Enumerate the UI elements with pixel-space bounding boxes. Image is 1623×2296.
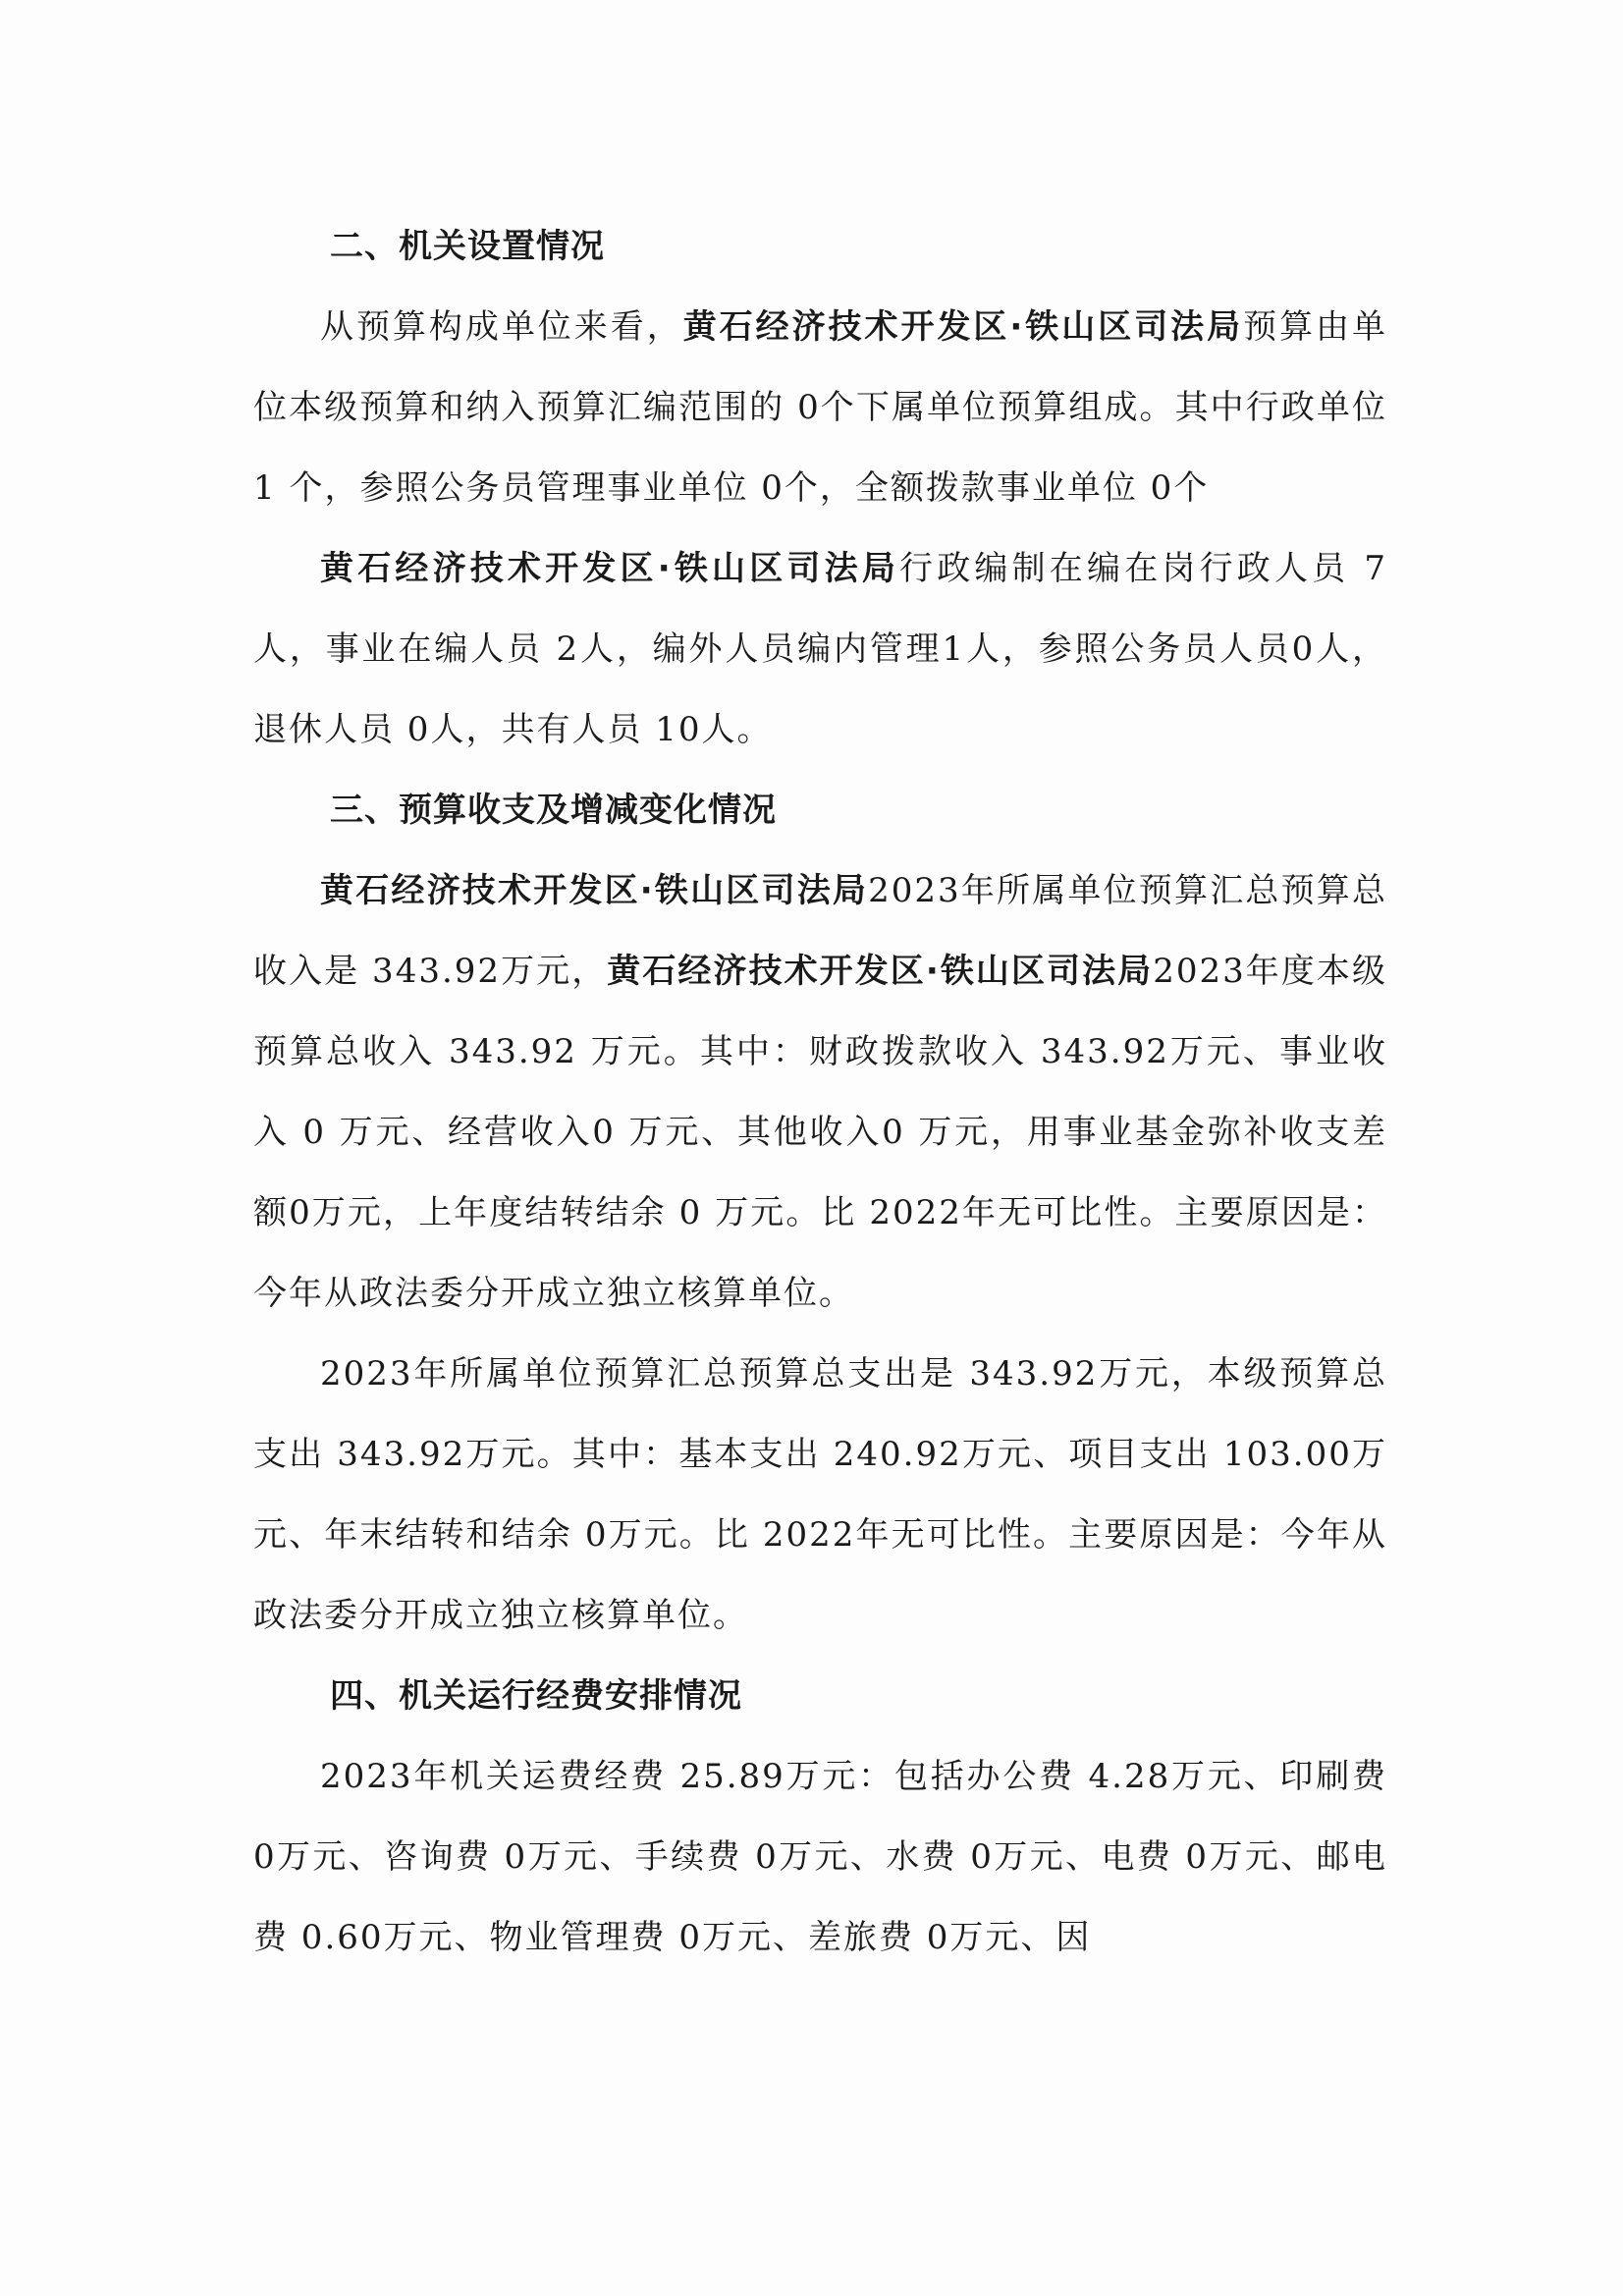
paragraph-text: 预算由单位本级预算和纳入预算汇编范围的 0个下属单位预算组成。其中行政单位1 个，参照公务员管理事业单位 0个，全额拨款事业单位 0个 bbox=[253, 307, 1387, 508]
agency-name: 黄石经济技术开发区·铁山区司法局 bbox=[682, 307, 1244, 347]
paragraph-staffing bbox=[253, 528, 1387, 770]
section-heading-2: 二、机关设置情况 bbox=[330, 227, 605, 266]
paragraph-expenditure: 2023年所属单位预算汇总预算总支出是 343.92万元，本级预算总支出 343.92万元。其中：基本支出 240.92万元、项目支出 103.00万元、年末结转和结余 0万元。比 2022年无可比性。主要原因是：今年从政法委分开成立独立核算单位。 bbox=[253, 1354, 1387, 1635]
section-heading-4: 四、机关运行经费安排情况 bbox=[330, 1676, 742, 1716]
agency-name: 黄石经济技术开发区·铁山区司法局 bbox=[320, 549, 900, 588]
paragraph-text: 2023年度本级预算总收入 343.92 万元。其中：财政拨款收入 343.92万元、事业收入 0 万元、经营收入0 万元、其他收入0 万元，用事业基金弥补收支差额0万元，上年度结转结余 0 万元。比 2022年无可比性。主要原因是：今年从政法委分开成立独立核算单位。 bbox=[253, 952, 1387, 1313]
paragraph-text: 2023年所属单位预算汇总预算总收入是 343.92万元， bbox=[253, 871, 1387, 991]
section-heading-3: 三、预算收支及增减变化情况 bbox=[330, 791, 777, 830]
paragraph-revenue bbox=[253, 850, 1387, 1334]
agency-name: 黄石经济技术开发区·铁山区司法局 bbox=[320, 871, 869, 910]
paragraph-operating-costs: 2023年机关运费经费 25.89万元：包括办公费 4.28万元、印刷费 0万元、咨询费 0万元、手续费 0万元、水费 0万元、电费 0万元、邮电费 0.60万元、物业管理费 0万元、差旅费 0万元、因 bbox=[253, 1757, 1387, 1957]
agency-name: 黄石经济技术开发区·铁山区司法局 bbox=[607, 952, 1154, 991]
paragraph-unit-composition bbox=[253, 287, 1387, 528]
paragraph-text: 从预算构成单位来看， bbox=[320, 307, 683, 347]
paragraph-text: 行政编制在编在岗行政人员 7人，事业在编人员 2人，编外人员编内管理1人，参照公务员人员0人，退休人员 0人，共有人员 10人。 bbox=[253, 549, 1387, 749]
document-body bbox=[253, 206, 1387, 1978]
